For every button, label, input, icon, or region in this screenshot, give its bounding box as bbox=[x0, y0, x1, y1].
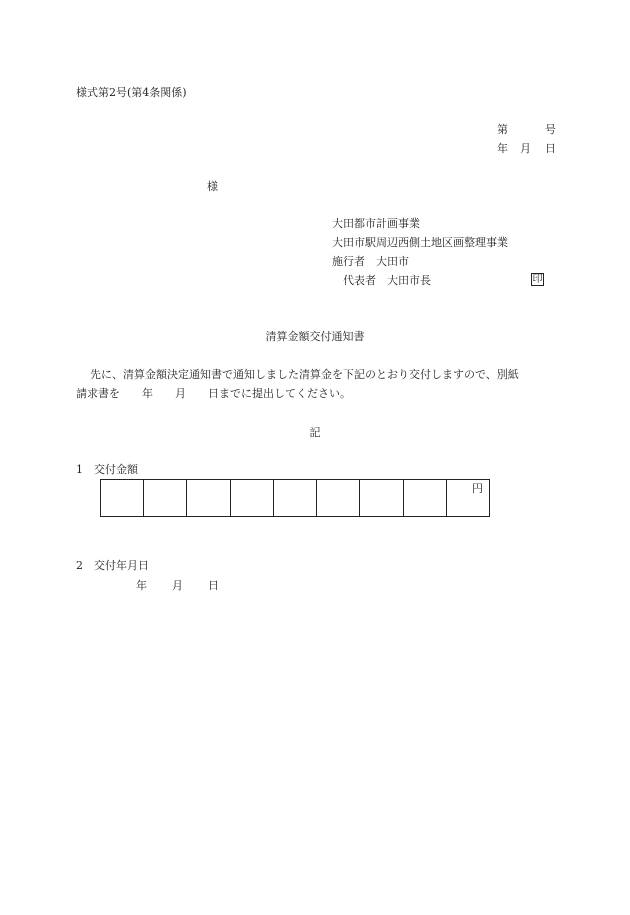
delivery-date-month: 月 bbox=[172, 579, 183, 592]
delivery-date-year: 年 bbox=[136, 579, 147, 592]
section-1-heading: 1 交付金額 bbox=[76, 463, 138, 476]
issuer-representative: 代表者 大田市長 bbox=[343, 274, 431, 287]
form-number: 様式第2号(第4条関係) bbox=[76, 86, 187, 99]
issuer-executor: 施行者 大田市 bbox=[332, 255, 409, 268]
amount-digit-cell bbox=[273, 480, 316, 516]
delivery-date-day: 日 bbox=[208, 579, 219, 592]
amount-digit-cell bbox=[186, 480, 229, 516]
ki-heading: 記 bbox=[309, 426, 321, 439]
amount-digit-cell bbox=[101, 480, 143, 516]
amount-digit-cell bbox=[359, 480, 402, 516]
issue-date-day: 日 bbox=[545, 142, 556, 155]
section-2-heading: 2 交付年月日 bbox=[76, 559, 149, 572]
body-text-line-2: 請求書を 年 月 日までに提出してください。 bbox=[76, 387, 351, 400]
issuer-project-name: 大田都市計画事業 bbox=[332, 217, 420, 230]
issue-date-year: 年 bbox=[497, 142, 508, 155]
issuer-project-detail: 大田市駅周辺西側土地区画整理事業 bbox=[332, 236, 508, 249]
yen-unit-label: 円 bbox=[471, 482, 483, 495]
issue-date-month: 月 bbox=[520, 142, 531, 155]
seal-stamp: 印 bbox=[532, 274, 543, 285]
amount-digit-cell bbox=[230, 480, 273, 516]
amount-digit-cell bbox=[316, 480, 359, 516]
document-number-label: 第 bbox=[497, 123, 508, 136]
document-title: 清算金額交付通知書 bbox=[265, 330, 365, 343]
body-text-line-1: 先に、清算金額決定通知書で通知しました清算金を下記のとおり交付しますので、別紙 bbox=[90, 368, 519, 381]
document-number-suffix: 号 bbox=[545, 123, 556, 136]
recipient-honorific: 様 bbox=[207, 180, 218, 193]
amount-digit-cell bbox=[403, 480, 446, 516]
amount-digit-cell bbox=[446, 480, 489, 516]
amount-digit-cell bbox=[143, 480, 186, 516]
amount-grid bbox=[100, 479, 490, 517]
